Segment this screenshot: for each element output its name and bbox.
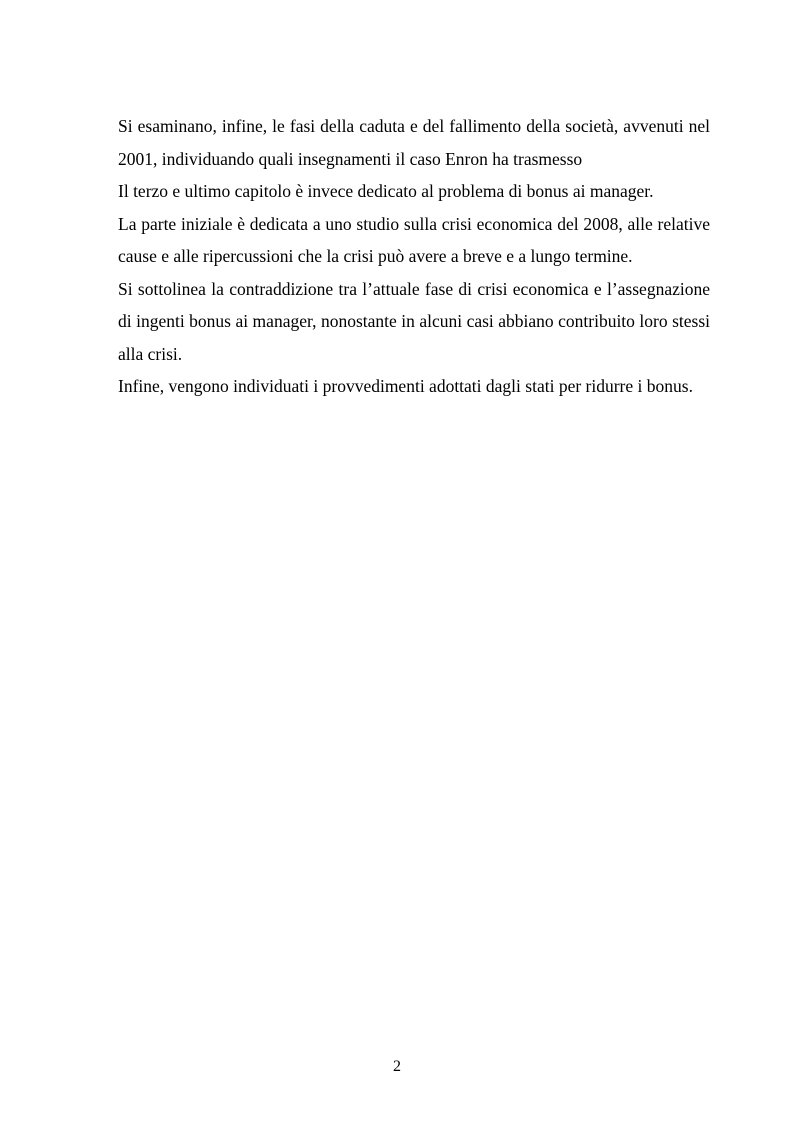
page-number: 2 <box>393 1058 401 1075</box>
body-text <box>118 110 710 403</box>
paragraph-state-measures: Infine, vengono individuati i provvedimenti adottati dagli stati per ridurre i bonus. <box>118 376 693 396</box>
paragraph-bonus-contradiction: Si sottolinea la contraddizione tra l’attuale fase di crisi economica e l’assegnazione di ingenti bonus ai manager, nonostante in alcuni casi abbiano contribuito loro stessi alla crisi. <box>118 278 710 364</box>
paragraph-third-chapter: Il terzo e ultimo capitolo è invece dedicato al problema di bonus ai manager. <box>118 181 654 201</box>
paragraph-crisis-2008: La parte iniziale è dedicata a uno studio sulla crisi economica del 2008, alle relative cause e alle ripercussioni che la crisi può avere a breve e a lungo termine. <box>118 213 710 266</box>
paragraph-enron-collapse: Si esaminano, infine, le fasi della caduta e del fallimento della società, avvenuti nel 2001, individuando quali insegnamenti il caso Enron ha trasmesso <box>118 116 710 169</box>
